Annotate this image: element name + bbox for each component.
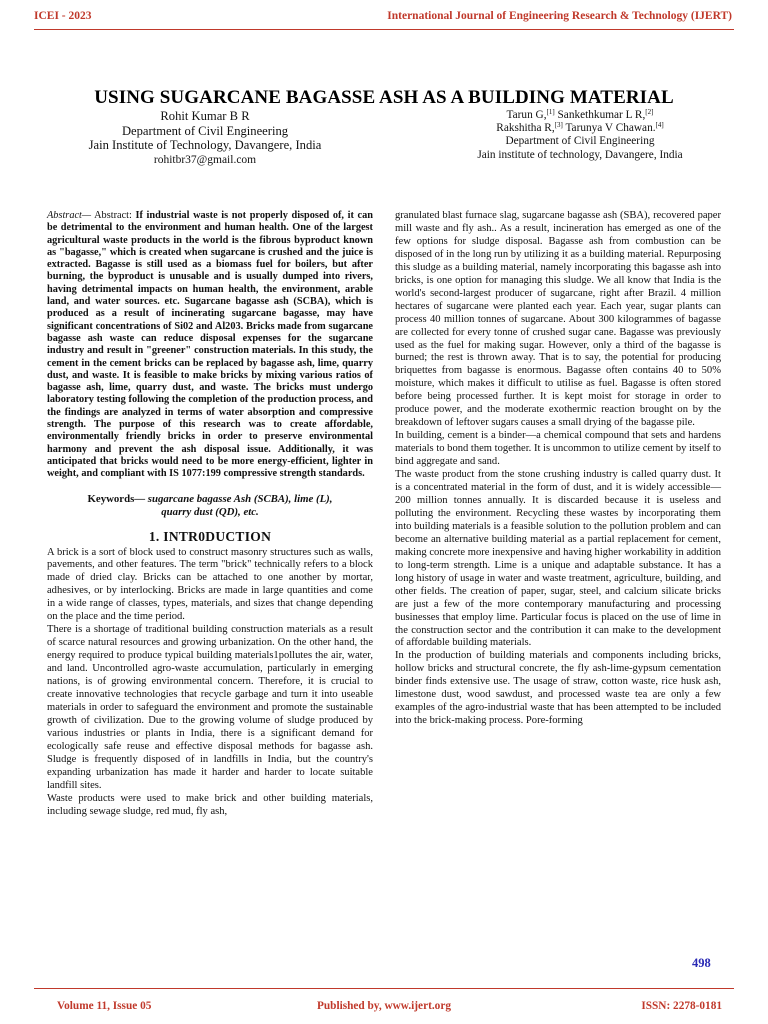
author-email: rohitbr37@gmail.com (153, 153, 257, 166)
body-paragraph: In the production of building materials and components including bricks, hollow bricks and structural concrete, the fly ash-lime-gypsum cementation binder finds extensive use. The usage of straw, cotton waste, rice husk ash, limestone dust, wood sawdust, and processed waste tea are only a few examples of the agro-industrial waste that has been attempted to be included into the brick-making process. Pore-forming (395, 650, 721, 727)
coauthor-3: Rakshitha R, (496, 122, 555, 135)
page-number: 498 (692, 956, 711, 970)
abstract (47, 210, 373, 481)
body-paragraph: granulated blast furnace slag, sugarcane bagasse ash (SBA), recovered paper mill waste and fly ash.. As a result, incineration has emerged as one of the few options for sludge disposal. Bagasse ash from combustion can be disposed of in the long run by utilizing it as a building material. Repurposing this sludge as a building material, namely incorporating this bagasse ash into bricks, is one option for managing this sludge. We all know that India is the world's second-largest producer of sugarcane, right after Brazil. 4 million hectares of sugarcane were planted each year. Each year, sugar plants can process 40 million tonnes of sugarcane. About 300 kilogrammes of bagasse are collected for every tonne of crushed sugar cane. Bagasse was previously used as the fuel for making sugar. However, only a third of the bagasse is burned; the rest is thrown away. That is to say, the potential for producing briquettes from bagasse is enormous. Bagasse often contains 40 to 50% moisture, which makes it difficult to utilise as fuel. Bagasse is often stored before being processed further. It is kept moist for storage in order to produce power, and the moderate exothermic reaction brought on by the breakdown of leftover sugars causes a small drying of the bagasse pile. (395, 210, 721, 429)
coauthors-line-2 (430, 122, 730, 135)
body-paragraph: A brick is a sort of block used to construct masonry structures such as walls, pavements, and other features. The term "brick" technically refers to a block made of dried clay. Bricks can be attached to one another by mortar, adhesives, or by interlocking. Bricks are made in large quantities and come in a wide range of classes, types, materials, and sizes that change depending on the place and the time period. (47, 546, 373, 623)
footer-publisher: Published by, www.ijert.org (316, 1000, 451, 1012)
coauthor-1-ref: [1] (546, 108, 555, 116)
coauthor-2: Sankethkumar L R, (554, 109, 646, 121)
body-paragraph: In building, cement is a binder—a chemical compound that sets and hardens materials to bond them together. It is uncommon to utilize cement by itself to bind aggregate and sand. (395, 430, 721, 468)
keywords-label: Keywords— (87, 492, 148, 505)
abstract-label: Abstract— (47, 210, 92, 221)
footer-divider (34, 988, 734, 989)
section-heading-introduction: 1. INTR0DUCTION (148, 528, 272, 544)
coauthor-3-ref: [3] (554, 121, 563, 130)
abstract-label-inline: Abstract: (91, 210, 136, 221)
author-block-left (60, 109, 350, 167)
keywords (47, 493, 373, 519)
author-block-right (430, 109, 730, 162)
paper-title: USING SUGARCANE BAGASSE ASH AS A BUILDING MATERIAL (94, 87, 674, 108)
author-institution: Jain Institute of Technology, Davangere, India (88, 138, 322, 152)
body-paragraph: Waste products were used to make brick and other building materials, including sewage sludge, red mud, fly ash, (47, 792, 373, 817)
header-journal-name: International Journal of Engineering Research & Technology (IJERT) (387, 10, 732, 22)
left-column (47, 210, 373, 819)
coauthor-1: Tarun G, (506, 109, 547, 121)
header-conference: ICEI - 2023 (34, 10, 92, 22)
footer-issn: ISSN: 2278-0181 (641, 1000, 722, 1012)
abstract-text: If industrial waste is not properly disposed of, it can be detrimental to the environment and human health. One of the largest agricultural waste products in the world is the fibrous byproduct known as "bagasse," which is created when sugarcane is crushed and the juice is extracted. Bagasse is still used as a biomass fuel for boilers, but after burning, the byproduct is unusable and is usually dumped into rivers, having detrimental impacts on human health, the environment, arable land, and water sources. etc. Sugarcane bagasse ash (SCBA), which is produced as a result of incinerating sugarcane bagasse, may have significant concentrations of Si02 and Al203. Bricks made from sugarcane bagasse ash waste can reduce disposal expenses for the sugarcane industry and result in "greener" construction materials. In this study, the cement in the cement bricks can be replaced by bagasse ash, lime, quarry dust, and waste. It is feasible to make bricks by mixing various ratios of bagasse ash, lime, quarry dust, and waste. The bricks must undergo laboratory testing following the completion of the production process, and the findings are analyzed in terms of water absorption and compressive strength. The purpose of this research was to create affordable, environmentally friendly bricks in order to preserve environmental harmony and prevent the ash disposal issue. Additionally, it was anticipated that bricks would need to be more energy-efficient, lighter in weight, and compliant with IS 1077:199 compressive strength standards. (47, 210, 373, 480)
keywords-value: sugarcane bagasse Ash (SCBA), lime (L), quarry dust (QD), etc. (147, 492, 333, 518)
body-paragraph: The waste product from the stone crushing industry is called quarry dust. It is a concentrated material in the form of dust, and it is widely accessible—200 million tonnes annually. It is discarded because it is useless and polluting the environment. Recycling these wastes by incorporating them into building materials is a feasible solution to the pollution problem and can become an alternative building material as a partial replacement for cement, making concrete more inexpensive and having higher workability in addition to long-term strength. Lime is a unique and adaptable substance. It has a long history of usage in water and waste treatment, agriculture, building, and other fields. The creation of paper, sugar, steel, and calcium silicate bricks are just a few of the more contemporary manufacturing and processing businesses that employ lime. Particular focus is placed on the use of lime in the construction sector and the contribution it can make to the development of affordable building materials. (395, 469, 721, 649)
right-column (395, 210, 721, 728)
author-name: Rohit Kumar B R (160, 109, 250, 123)
footer-volume: Volume 11, Issue 05 (57, 1000, 152, 1012)
author-department: Department of Civil Engineering (121, 123, 289, 138)
coauthor-4-ref: [4] (655, 121, 664, 130)
coauthors-institution: Jain institute of technology, Davangere, India (477, 148, 683, 161)
body-paragraph: There is a shortage of traditional building construction materials as a result of scarce natural resources and growing urbanization. On the other hand, the energy required to produce typical building materials1pollutes the air, water, and land. Uncontrolled agro-waste accumulation, particularly in emerging nations, is of growing environmental concern. Therefore, it is crucial to create innovative technologies that recycle garbage and turn it into useable materials in order to safeguard the environment and promote the sustainable growth of civilization. Due to the growing volume of sludge produced by various industries or plants in India, there is a significant demand for ecologically safe reuse and effective disposal methods for bagasse ash. Sludge is frequently disposed of in landfills in India, but the country's expanding urbanization has made it harder and harder to locate suitable landfill sites. (47, 624, 373, 791)
coauthor-2-ref: [2] (645, 108, 654, 116)
coauthors-department: Department of Civil Engineering (505, 135, 655, 148)
coauthor-4: Tarunya V Chawan. (562, 122, 656, 135)
header-divider (34, 29, 734, 30)
coauthors-line-1 (430, 109, 730, 122)
